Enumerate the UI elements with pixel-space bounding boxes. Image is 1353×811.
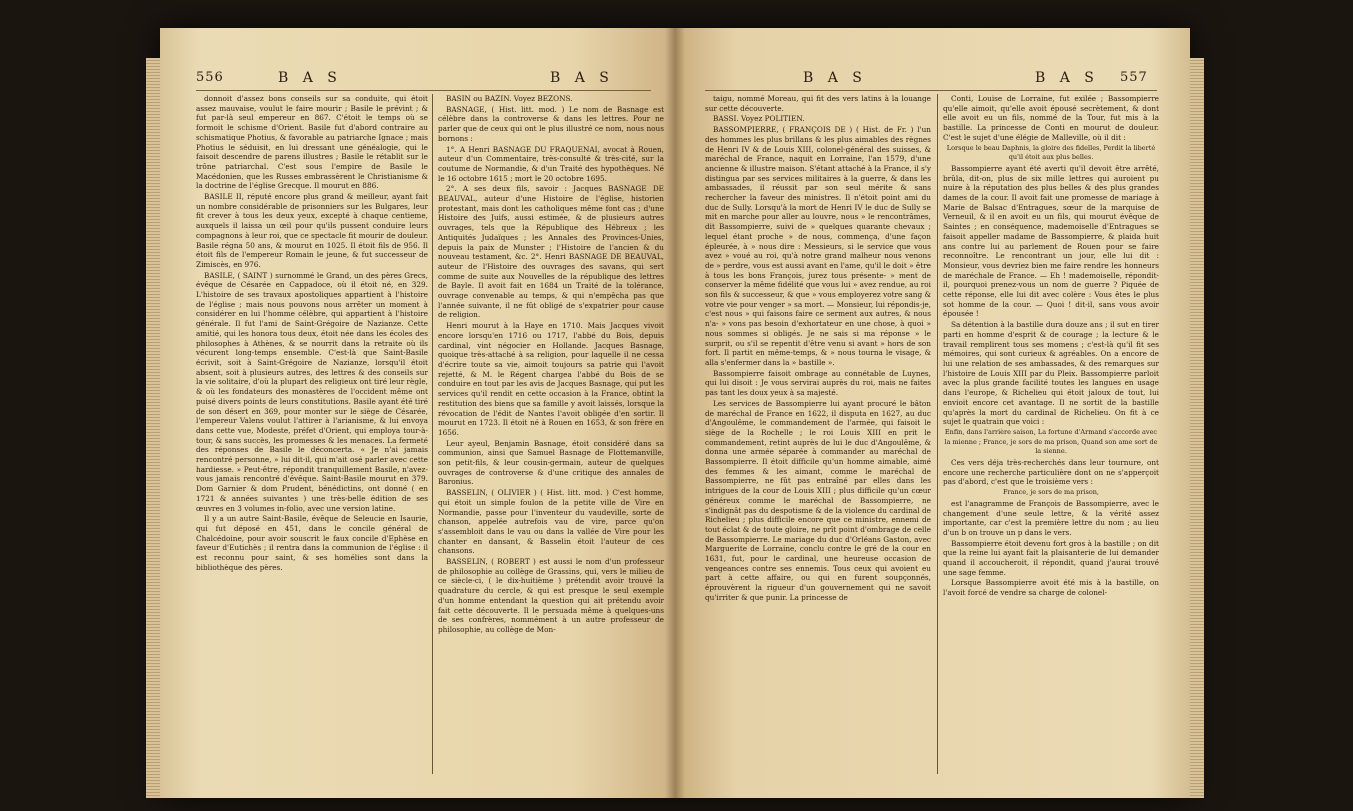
- book-gutter: [665, 28, 685, 798]
- right-column-divider: [937, 94, 938, 774]
- paragraph: 2°. A ses deux fils, savoir : Jacques BASNAGE DE BEAUVAL, auteur d'une Histoire de l'église, historien protestant, mais dont les catholiques même font cas ; d'une Histoire des Juifs, aussi estimée, & de plusieurs autres ouvrages, tels que la République des Hébreux ; les Antiquités Judaïques ; les Annales des Provinces-Unies, depuis la paix de Munster ; l'Histoire de l'ancien & du nouveau testament, &c. 2°. Henri BASNAGE DE BEAUVAL, auteur de l'Histoire des ouvrages des savans, qui sert comme de suite aux Nouvelles de la république des lettres de Bayle. Il avoit fait en 1684 un Traité de la tolérance, ouvrage convenable au temps, & qui n'empêcha pas que l'année suivante, il ne fût obligé de s'expatrier pour cause de religion.: [438, 184, 664, 320]
- paragraph: BASSELIN, ( ROBERT ) est aussi le nom d'un professeur de philosophie au collège de Grassins, qui, vers le milieu de ce siècle-ci, ( le dix-huitième ) prétendit avoir trouvé la quadrature du cercle, & qui est presque le seul exemple d'un homme entendant la question qui ait prétendu avoir fait cette découverte. Il le persuada même à quelques-uns de ses confrères, nommément à un autre professeur de philosophie, au collège de Mon-: [438, 557, 664, 634]
- paragraph: BASILE, ( SAINT ) surnommé le Grand, un des pères Grecs, évêque de Césarée en Cappadoce, où il étoit né, en 329. L'histoire de ses travaux apostoliques appartient à l'histoire de l'église ; mais nous pouvons nous arrêter un moment à considérer en lui l'homme célèbre, qui appartient à l'histoire générale. Il fut l'ami de Saint-Grégoire de Nazianze. Cette amitié, qui les honora tous deux, étoit née dans les écoles des philosophes à Athènes, & se nourrit dans la retraite où ils vécurent long-temps ensemble. C'est-là que Saint-Basile écrivit, soit à Saint-Grégoire de Nazianze, lorsqu'il étoit absent, soit à plusieurs autres, des lettres & des conseils sur la vie solitaire, d'où la plupart des religieux ont tiré leur règle, & où les fondateurs des monastères de l'occident même ont puisé divers points de leurs constitutions. Basile ayant été tiré de son désert en 369, pour monter sur le siège de Césarée, l'empereur Valens voulut l'attirer à l'arianisme, & lui envoya dans cette vue, Modeste, préfet d'Orient, qui employa tour-à-tour, & sans succès, les promesses & les menaces. La fermeté des réponses de Basile le déconcerta. « Je n'ai jamais rencontré personne, » lui dit-il, qui m'ait osé parler avec cette hardiesse. » Peut-être, répondit tranquillement Basile, n'avez-vous jamais rencontré d'évêque. Saint-Basile mourut en 379. Dom Garnier & dom Prudent, bénédictins, ont donné ( en 1721 & années suivantes ) une très-belle édition de ses œuvres en 3 volumes in-folio, avec une version latine.: [196, 270, 428, 513]
- right-running-head-2: B A S: [1035, 70, 1099, 86]
- open-book: [160, 28, 1190, 798]
- right-column-1: [705, 94, 931, 784]
- paragraph: BASIN ou BAZIN. Voyez BEZONS.: [446, 94, 573, 103]
- paragraph: Ces vers déja très-recherchés dans leur tournure, ont encore une recherche particulière dont on ne s'apperçoit pas d'abord, c'est que le troisième vers :: [943, 458, 1159, 487]
- paragraph: Conti, Louise de Lorraine, fut exilée ; Bassompierre qu'elle aimoit, qu'elle avoit épousé secrètement, & dont elle avoit eu un fils, nommé de la Tour, fut mis à la bastille. La princesse de Conti en mourut de douleur. C'est le sujet d'une élégie de Malleville, où il dit :: [943, 94, 1159, 142]
- right-page: [675, 28, 1190, 798]
- left-running-head-2: B A S: [550, 70, 614, 86]
- paragraph: Lorsque Bassompierre avoit été mis à la bastille, on l'avoit forcé de vendre sa charge de colonel-: [943, 578, 1159, 598]
- paragraph: Bassompierre étoit devenu fort gros à la bastille ; on dit que la reine lui ayant fait la plaisanterie de lui demander quand il accoucheroit, il répondit, quand j'aurai trouvé une sage femme.: [943, 538, 1159, 577]
- right-page-number: 557: [1120, 70, 1148, 85]
- paragraph: BASSI. Voyez POLITIEN.: [713, 114, 805, 124]
- left-running-head-1: B A S: [278, 70, 342, 86]
- paragraph: BASSOMPIERRE, ( FRANÇOIS DE ) ( Hist. de Fr. ) l'un des hommes les plus brillans & les plus aimables des règnes de Henri IV & de Louis XIII, colonel-général des suisses, & maréchal de France, naquit en Lorraine, l'an 1579, d'une ancienne & illustre maison. S'étant attaché à la France, il s'y distingua par ses services militaires à la guerre, & dans les ambassades, il réussit par son seul mérite & sans rechercher la faveur des ministres. Il n'étoit point ami du duc de Sully. Lorsqu'à la mort de Henri IV le duc de Sully se mit en marche pour aller au louvre, nous » le rencontrâmes, dit Bassompierre, suivi de » quelques quarante chevaux ; lequel étant proche » de nous, commença, d'une façon épleurée, à » nous dire : Messieurs, si le service que vous avez » voué au roi, qu'à notre grand malheur nous venons de » perdre, vous est aussi avant en l'ame, qu'il le doit » être à tous les bons François, jurez tous présente- » ment de conserver la même fidélité que vous lui » avez rendue, au roi son fils & successeur, & que » vous employerez votre sang & votre vie pour venger » sa mort. — Monsieur, lui répondis-je, c'est nous » qui faisons faire ce serment aux autres, & nous n'a- » vons pas besoin d'exhortateur en une chose, à quoi » nous sommes si obligés. Je ne sais si ma réponse » le surprit, ou s'il se repentit d'être venu si avant » hors de son fort. Il partit en même-temps, & » nous tourna le visage, & alla s'enfermer dans la » bastille ».: [705, 125, 931, 367]
- verse-quote: Enfin, dans l'arrière saison, La fortune d'Armand s'accorde avec la mienne ; France, je sors de ma prison, Quand son ame sort de la sienne.: [944, 427, 1158, 456]
- paragraph: Il y a un autre Saint-Basile, évêque de Seleucie en Isaurie, qui fut déposé en 451, dans le concile général de Chalcédoine, pour avoir souscrit le faux concile d'Ephèse en faveur d'Eutichès ; il rentra dans la communion de l'église : il est reconnu pour saint, & ses homélies sont dans la bibliothèque des pères.: [196, 514, 428, 572]
- paragraph: donnoit d'assez bons conseils sur sa conduite, qui étoit assez mauvaise, voulut le faire mourir ; Basile le prévint ; & fut par-là seul empereur en 867. C'étoit le temps où se formoit le schisme d'Orient. Basile fut d'abord contraire au schismatique Photius, & favorable au patriarche Ignace ; mais Photius le séduisit, en lui dressant une généalogie, qui le faisoit descendre de parens illustres ; Basile le rétablit sur le trône patriarchal. C'est sous l'empire de Basile le Macédonien, que les Russes embrassèrent le Christianisme & la doctrine de l'église Grecque. Il mourut en 886.: [196, 94, 428, 191]
- left-column-divider: [432, 94, 433, 774]
- right-column-2: [943, 94, 1159, 784]
- verse-quote: France, je sors de ma prison,: [1002, 488, 1099, 497]
- paragraph: Sa détention à la bastille dura douze ans ; il sut en tirer parti en homme d'esprit & de courage ; la lecture & le travail remplirent tous ses momens ; c'est-là qu'il fit ses mémoires, qui sont curieux & agréables. On a encore de lui une relation de ses ambassades, & des remarques sur l'histoire de Louis XIII par du Pleix. Bassompierre parloit avec la plus grande facilité toutes les langues en usage dans l'europe, & Richelieu qui étoit jaloux de tout, lui envioit encore cet avantage. Il ne sortit de la bastille qu'après la mort du cardinal de Richelieu. On fit à ce sujet le quatrain que voici :: [943, 320, 1159, 427]
- paragraph: Henri mourut à la Haye en 1710. Mais Jacques vivoit encore lorsqu'en 1716 ou 1717, l'abbé du Bois, depuis cardinal, vint négocier en Hollande. Jacques Basnage, quoique très-attaché à sa religion, pour laquelle il ne cessa d'écrire toute sa vie, aimoit toujours sa patrie qui l'avoit rejetté, & M. le Régent chargea l'abbé du Bois de se conduire en tout par les avis de Jacques Basnage, qui put les services qu'il rendit en cette occasion à la France, obtint la restitution des biens que sa famille y avoit laissés, lorsque la révocation de l'édit de Nantes l'avoit obligée d'en sortir. Il mourut en 1723. Il étoit né à Rouen en 1653, & son frère en 1656.: [438, 321, 664, 437]
- paragraph: Bassompierre ayant été averti qu'il devoit être arrêté, brûla, dit-on, plus de six mille lettres qui auroient pu nuire à la réputation des plus belles & des plus grandes dames de la cour. Il avoit fait une promesse de mariage à Marie de Balsac d'Entragues, sœur de la marquise de Verneuil, & il en avoit eu un fils, qui mourut évêque de Saintes ; en conséquence, mademoiselle d'Entragues se faisoit appeller madame de Bassompierre, & plaida huit ans contre lui au parlement de Rouen pour se faire reconnoître. Le rencontrant un jour, elle lui dit : Monsieur, vous devriez bien me faire rendre les honneurs de maréchale de France. — Eh ! mademoiselle, répondit-il, pourquoi prenez-vous un nom de guerre ? Piquée de cette réponse, elle lui dit avec colère : Vous êtes le plus sot homme de la cour. — Quoi ! dit-il, sans vous avoir épousée !: [943, 163, 1159, 319]
- paragraph: Leur ayeul, Benjamin Basnage, étoit considéré dans sa communion, ainsi que Samuel Basnage de Flottemanville, son petit-fils, & leur cousin-germain, auteur de quelques ouvrages de controverse & d'une critique des annales de Baronius.: [438, 438, 664, 487]
- verse-quote: Lorsque le beau Daphnis, la gloire des fidelles, Perdit la liberté qu'il étoit aux plus belles.: [946, 143, 1156, 162]
- paragraph: BASNAGE, ( Hist. litt. mod. ) Le nom de Basnage est célèbre dans la controverse & dans les lettres. Pour ne parler que de ceux qui ont le plus illustré ce nom, nous nous bornons :: [438, 104, 664, 143]
- left-page-edges: [146, 58, 160, 798]
- right-header-rule: [705, 90, 1157, 91]
- paragraph: BASILE II, réputé encore plus grand & meilleur, ayant fait un nombre considérable de prisonniers sur les Bulgares, leur fit crever à tous les deux yeux, excepté à chaque centieme, auxquels il laissa un œil pour qu'ils pussent conduire leurs compagnons à leur roi, que ce spectacle fit mourir de douleur. Basile régna 50 ans, & mourut en 1025. Il étoit fils de 956. Il étoit fils de l'empereur Romain le jeune, & fut successeur de Zimiscès, en 976.: [196, 192, 428, 269]
- left-column-2: [438, 94, 664, 784]
- paragraph: BASSELIN, ( OLIVIER ) ( Hist. litt. mod. ) C'est homme, qui étoit un simple foulon de la petite ville de Vire en Normandie, passe pour l'inventeur du vaudeville, sorte de chanson, appelée autrefois vau de vire, parce qu'on s'assembloit dans le vau ou dans la vallée de Vire pour les chanter en dansant, & Basselin étoit l'auteur de ces chansons.: [438, 488, 664, 556]
- left-column-1: [196, 94, 428, 784]
- paragraph: Bassompierre faisoit ombrage au connétable de Luynes, qui lui disoit : Je vous servirai auprès du roi, mais ne faites pas tant les doux yeux à sa majesté.: [705, 368, 931, 398]
- paragraph: 1°. A Henri BASNAGE DU FRAQUENAI, avocat à Rouen, auteur d'un Commentaire, très-consulté & très-cité, sur la coutume de Normandie, & d'un Traité des hypothèques. Né le 16 octobre 1615 ; mort le 20 octobre 1695.: [438, 144, 664, 183]
- paragraph: est l'anagramme de François de Bassompierre, avec le changement d'une seule lettre, & la vérité assez importante, car c'est la première lettre du nom ; au lieu d'un b on trouve un p dans le vers.: [943, 498, 1159, 537]
- left-page-number: 556: [196, 70, 224, 85]
- right-page-edges: [1190, 58, 1204, 798]
- paragraph: taigu, nommé Moreau, qui fit des vers latins à la louange sur cette découverte.: [705, 94, 931, 113]
- left-header-rule: [196, 90, 651, 91]
- right-running-head-1: B A S: [803, 70, 867, 86]
- left-page: [160, 28, 675, 798]
- paragraph: Les services de Bassompierre lui ayant procuré le bâton de maréchal de France en 1622, il disputa en 1627, au duc d'Angoulême, le commandement de l'armée, qui faisoit le siège de la Rochelle ; le roi Louis XIII en prit le commandement, retint auprès de lui le duc d'Angoulême, & donna une armée séparée à commander au maréchal de Bassompierre. Il étoit difficile qu'un homme aimable, aimé des femmes & les aimant, comme le maréchal de Bassompierre, ne fût pas entraîné par elles dans les intrigues de la cour de Louis XIII ; plus difficile qu'un cœur généreux comme le maréchal de Bassompierre, ne s'indignât pas du despotisme & de la violence du cardinal de Richelieu ; plus difficile encore que ce ministre, ennemi de tout éclat & de toute gloire, ne prît point d'ombrage de celle de Bassompierre. Le mariage du duc d'Orléans Gaston, avec Marguerite de Lorraine, conclu contre le gré de la cour en 1631, fut, pour le cardinal, une heureuse occasion de vengeances contre ses ennemis. Tous ceux qui avoient eu part à cette affaire, ou qui en furent soupçonnés, éprouvèrent la rigueur d'un gouvernement qui ne savoit qu'irriter & que punir. La princesse de: [705, 398, 931, 602]
